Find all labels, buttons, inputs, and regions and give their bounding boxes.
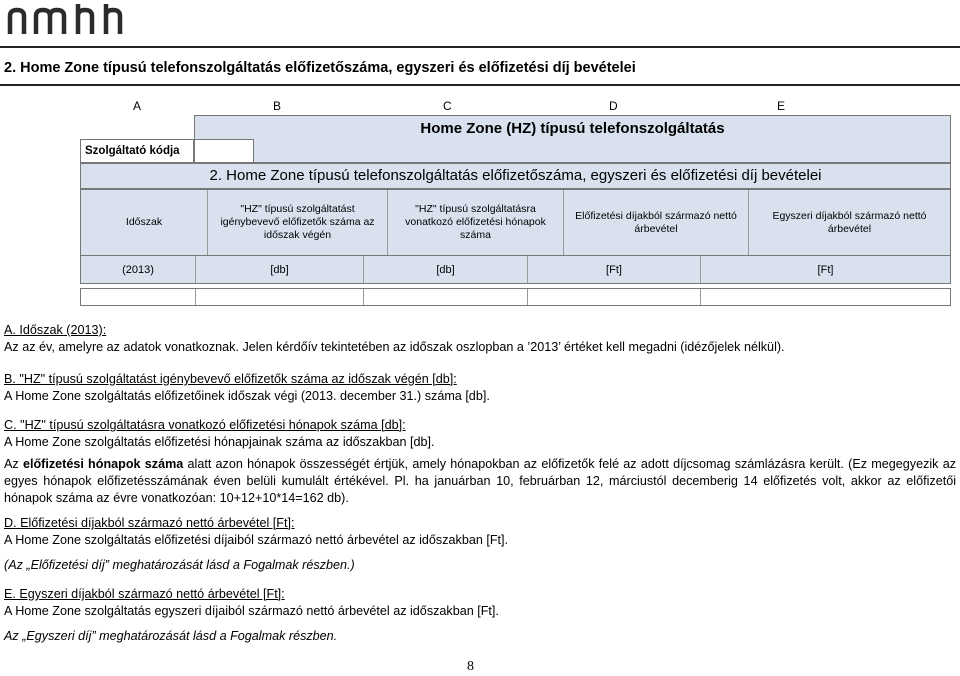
note-a-heading: A. Időszak (2013): [4, 323, 107, 337]
note-b-heading: B. "HZ" típusú szolgáltatást igénybevevő előfizetők száma az időszak végén [db]: [4, 372, 457, 386]
header-period: Időszak [81, 190, 208, 255]
note-e [4, 586, 956, 620]
top-rule [0, 46, 960, 48]
note-a [4, 322, 956, 356]
header-subscription-months: "HZ" típusú szolgáltatásra vonatkozó előfizetési hónapok száma [388, 190, 564, 255]
note-c-text: A Home Zone szolgáltatás előfizetési hónapjainak száma az időszakban [db]. [4, 435, 435, 449]
nmhh-logo [6, 2, 128, 38]
page-number: 8 [467, 659, 474, 674]
unit-subscription-revenue: [Ft] [528, 256, 701, 283]
column-letter-a: A [133, 99, 142, 113]
header-subscription-revenue: Előfizetési díjakból származó nettó árbevétel [564, 190, 749, 255]
column-letter-e: E [777, 99, 786, 113]
column-letter-d: D [609, 99, 618, 113]
input-onetime-revenue[interactable] [701, 289, 950, 305]
note-c [4, 417, 956, 451]
unit-onetime-revenue: [Ft] [817, 263, 834, 276]
input-subscribers[interactable] [196, 289, 364, 305]
provider-code-field[interactable] [194, 139, 254, 163]
unit-subscription-months: [db] [364, 256, 528, 283]
note-c-para-pre: Az [4, 457, 23, 471]
note-e-heading: E. Egyszeri díjakból származó nettó árbevétel [Ft]: [4, 587, 285, 601]
column-letter-c: C [443, 99, 452, 113]
header-onetime-revenue: Egyszeri díjakból származó nettó árbevétel [772, 209, 927, 235]
input-period[interactable] [81, 289, 196, 305]
note-c-para-bold: előfizetési hónapok száma [22, 457, 184, 471]
header-subscribers: "HZ" típusú szolgáltatást igénybevevő előfizetők száma az időszak végén [208, 190, 388, 255]
note-c-paragraph [4, 456, 956, 507]
note-d-text: A Home Zone szolgáltatás előfizetési díjaiból származó nettó árbevétel az időszakban [Ft]. [4, 533, 509, 547]
input-subscription-revenue[interactable] [528, 289, 701, 305]
note-c-para-post: alatt azon hónapok összességét értjük, amely hónapokban az előfizetők felé az adott díjcsomag számlázásra került. (Ez megegyezik az egyes hónapok előfizetésszámának éven belüli kumulált értékével. Pl. ha januárban 10, februárban 12, márciustól decemberig 14 előfizetés volt, akkor az előfizetői hónapok száma az évre vonatkozóan: 10+12+10*14=162 db). [4, 457, 957, 505]
table-header-row [80, 189, 951, 256]
provider-code-label: Szolgáltató kódja [80, 139, 194, 163]
hz-title-box [194, 115, 951, 163]
note-d-heading: D. Előfizetési díjakból származó nettó árbevétel [Ft]: [4, 516, 295, 530]
note-c-heading: C. "HZ" típusú szolgáltatásra vonatkozó előfizetési hónapok száma [db]: [4, 418, 406, 432]
input-subscription-months[interactable] [364, 289, 528, 305]
table-unit-row [80, 256, 951, 284]
section-title: 2. Home Zone típusú telefonszolgáltatás előfizetőszáma, egyszeri és előfizetési díj bevételei [4, 60, 636, 76]
note-e-text: A Home Zone szolgáltatás egyszeri díjaiból származó nettó árbevétel az időszakban [Ft]. [4, 604, 499, 618]
column-letter-b: B [273, 99, 282, 113]
section-rule [0, 84, 960, 86]
note-d [4, 515, 956, 549]
table-title: 2. Home Zone típusú telefonszolgáltatás előfizetőszáma, egyszeri és előfizetési díj bevételei [80, 163, 951, 189]
note-b-text: A Home Zone szolgáltatás előfizetőinek időszak végi (2013. december 31.) száma [db]. [4, 389, 490, 403]
hz-title: Home Zone (HZ) típusú telefonszolgáltatás [420, 120, 725, 137]
note-d-remark: (Az „Előfizetési díj” meghatározását lásd a Fogalmak részben.) [4, 558, 355, 572]
table-input-row [80, 288, 951, 306]
note-e-remark: Az „Egyszeri díj” meghatározását lásd a Fogalmak részben. [4, 629, 338, 643]
note-a-text: Az az év, amelyre az adatok vonatkoznak. Jelen kérdőív tekintetében az időszak oszlopban a ’2013’ értéket kell megadni (idézőjelek nélkül). [4, 340, 785, 354]
unit-subscribers: [db] [196, 256, 364, 283]
note-b [4, 371, 956, 405]
unit-period: (2013) [81, 256, 196, 283]
